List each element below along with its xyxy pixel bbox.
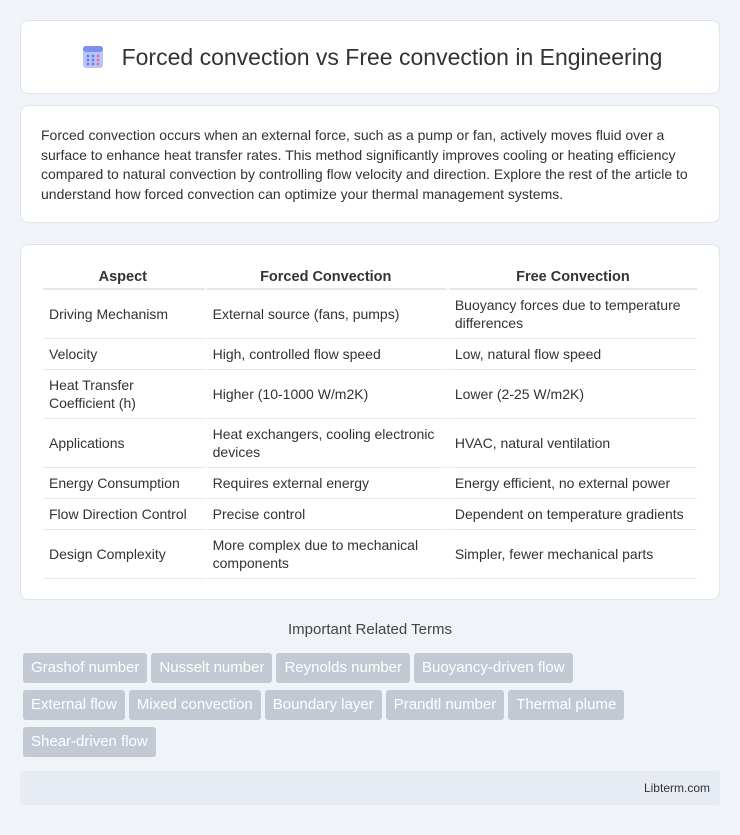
row-aspect: Flow Direction Control xyxy=(43,499,207,530)
intro-paragraph: Forced convection occurs when an external force, such as a pump or fan, actively moves fluid over a surface to enhance heat transfer rates. This method significantly improves cooling or heating efficiency compared to natural convection by controlling flow velocity and direction. Explore the rest of the article to understand how forced convection can optimize your thermal management systems. xyxy=(41,127,688,202)
row-forced: Higher (10-1000 W/m2K) xyxy=(207,370,449,419)
calculator-grid-icon xyxy=(78,42,108,72)
table-row xyxy=(43,499,697,530)
row-aspect: Applications xyxy=(43,419,207,468)
row-forced: More complex due to mechanical components xyxy=(207,530,449,579)
comparison-card xyxy=(20,244,720,600)
related-term-tag[interactable]: Prandtl number xyxy=(386,690,505,720)
table-header-row xyxy=(43,265,697,290)
row-forced: High, controlled flow speed xyxy=(207,339,449,370)
related-term-tag[interactable]: Boundary layer xyxy=(265,690,382,720)
header-card xyxy=(20,20,720,94)
page-title: Forced convection vs Free convection in Engineering xyxy=(121,43,663,70)
related-terms-list xyxy=(23,653,723,764)
related-term-tag[interactable]: Reynolds number xyxy=(276,653,410,683)
related-term-tag[interactable]: Mixed convection xyxy=(129,690,261,720)
related-term-tag[interactable]: Nusselt number xyxy=(151,653,272,683)
row-free: Dependent on temperature gradients xyxy=(449,499,697,530)
row-free: Energy efficient, no external power xyxy=(449,468,697,499)
related-term-tag[interactable]: Buoyancy-driven flow xyxy=(414,653,573,683)
row-free: Low, natural flow speed xyxy=(449,339,697,370)
table-row xyxy=(43,290,697,339)
table-row xyxy=(43,468,697,499)
related-term-tag[interactable]: Shear-driven flow xyxy=(23,727,156,757)
row-forced: Heat exchangers, cooling electronic devices xyxy=(207,419,449,468)
table-row xyxy=(43,530,697,579)
row-free: Simpler, fewer mechanical parts xyxy=(449,530,697,579)
table-row xyxy=(43,419,697,468)
table-row xyxy=(43,370,697,419)
comparison-table xyxy=(43,265,697,579)
intro-card xyxy=(20,105,720,223)
table-row xyxy=(43,339,697,370)
footer-site-link[interactable]: Libterm.com xyxy=(643,781,710,795)
row-aspect: Driving Mechanism xyxy=(43,290,207,339)
header-forced-convection: Forced Convection xyxy=(207,265,449,290)
row-aspect: Design Complexity xyxy=(43,530,207,579)
row-forced: Requires external energy xyxy=(207,468,449,499)
row-free: Lower (2-25 W/m2K) xyxy=(449,370,697,419)
row-forced: External source (fans, pumps) xyxy=(207,290,449,339)
related-term-tag[interactable]: External flow xyxy=(23,690,125,720)
header-free-convection: Free Convection xyxy=(449,265,697,290)
row-forced: Precise control xyxy=(207,499,449,530)
row-aspect: Velocity xyxy=(43,339,207,370)
header xyxy=(78,42,663,72)
footer xyxy=(20,771,720,805)
related-term-tag[interactable]: Thermal plume xyxy=(508,690,624,720)
related-terms-title: Important Related Terms xyxy=(288,621,452,638)
row-free: HVAC, natural ventilation xyxy=(449,419,697,468)
row-aspect: Heat Transfer Coefficient (h) xyxy=(43,370,207,419)
row-aspect: Energy Consumption xyxy=(43,468,207,499)
header-aspect: Aspect xyxy=(43,265,207,290)
related-term-tag[interactable]: Grashof number xyxy=(23,653,147,683)
row-free: Buoyancy forces due to temperature differences xyxy=(449,290,697,339)
